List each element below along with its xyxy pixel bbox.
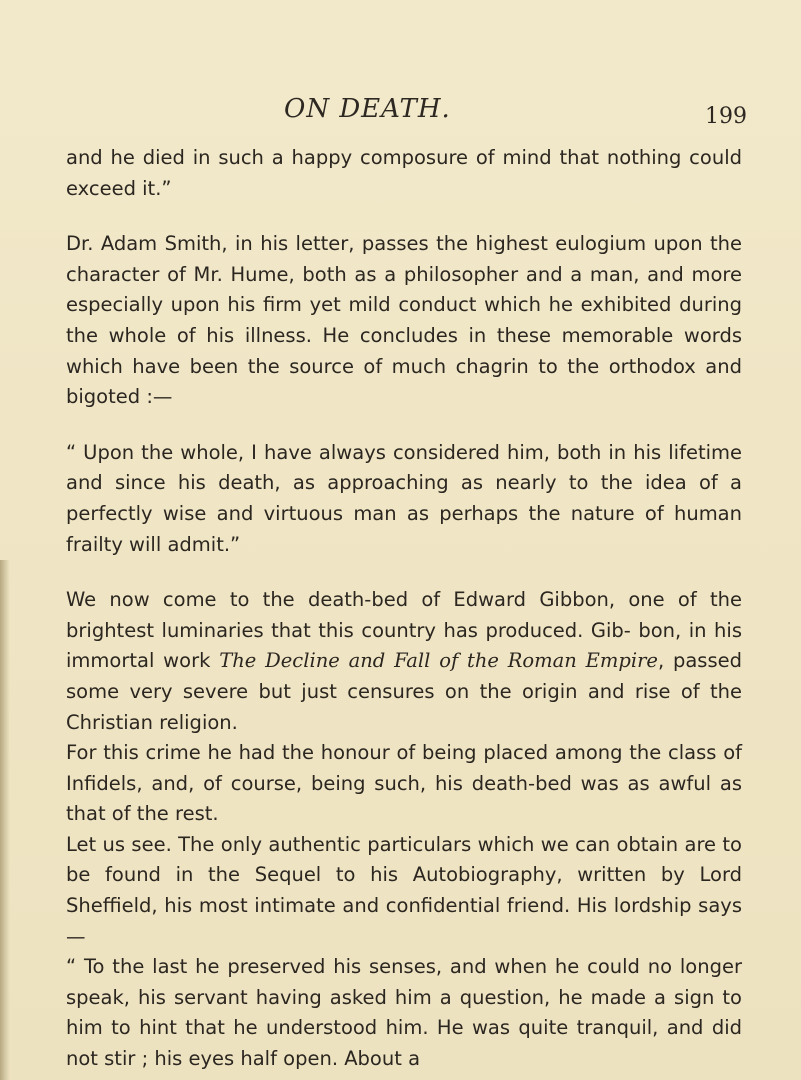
paragraph-4-text-before: We now come to the death-bed of Edward Gibbon, one of the brightest luminaries that this country has produced. Gib- bon, in his immortal work: [66, 588, 742, 673]
paragraph-4: [66, 585, 742, 738]
paragraph-6: [66, 830, 742, 952]
paragraph-3: [66, 438, 742, 560]
running-head: [0, 94, 801, 134]
paragraph-2: [66, 229, 742, 413]
paragraph-3-text: “ Upon the whole, I have always considered him, both in his lifetime and since his death, as approaching as nearly to the idea of a perfectly wise and virtuous man as perhaps the nature of human frailty will admit.”: [66, 440, 742, 556]
paragraph-5-text: For this crime he had the honour of being placed among the class of Infidels, and, of course, being such, his death-bed was as awful as that of the rest.: [66, 741, 742, 826]
paragraph-7: [66, 952, 742, 1074]
page-number: 199: [705, 104, 747, 129]
paragraph-1-text: and he died in such a happy composure of mind that nothing could exceed it.”: [66, 146, 742, 200]
book-title: The Decline and Fall of the Roman Empire: [219, 649, 658, 673]
paragraph-4-text-after: , passed some very severe but just censures on the origin and rise of the Christian religion.: [66, 649, 743, 734]
paragraph-7-text: “ To the last he preserved his senses, and when he could no longer speak, his servant having asked him a question, he made a sign to him to hint that he understood him. He was quite tranquil, and did not stir ; his eyes half open. About a: [66, 955, 742, 1071]
paragraph-6-text: Let us see. The only authentic particulars which we can obtain are to be found in the Sequel to his Autobiography, written by Lord Sheffield, his most intimate and confidential friend. His lordship says—: [66, 832, 742, 948]
paragraph-5: [66, 738, 742, 830]
paragraph-1: [66, 143, 742, 204]
paragraph-2-text: Dr. Adam Smith, in his letter, passes the highest eulogium upon the character of Mr. Hume, both as a philosopher and a man, and more especially upon his firm yet mild conduct which he exhibited during the whole of his illness. He concludes in these memorable words which have been the source of much chagrin to the orthodox and bigoted :—: [66, 232, 742, 409]
body-text: [66, 143, 742, 1075]
running-title: ON DEATH.: [284, 94, 451, 124]
page-gutter-edge: [0, 560, 10, 1080]
